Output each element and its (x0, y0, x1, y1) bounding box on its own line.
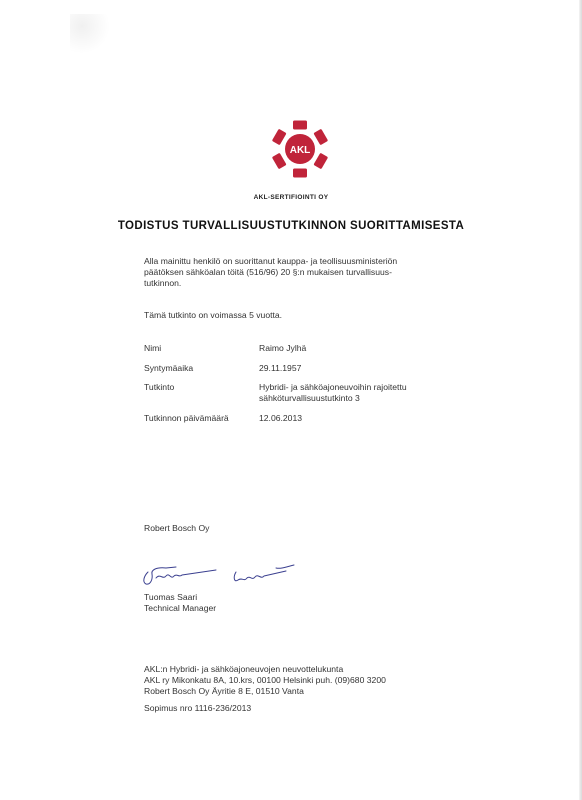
contract-number: Sopimus nro 1116-236/2013 (144, 703, 252, 713)
logo-petal (293, 121, 307, 130)
body-line: Alla mainittu henkilö on suorittanut kauppa- ja teollisuusministeriön (144, 256, 398, 266)
logo-caption: AKL-SERTIFIOINTI OY (253, 194, 329, 201)
certificate-title: TODISTUS TURVALLISUUSTUTKINNON SUORITTAMISESTA (117, 220, 465, 232)
akl-logo (255, 112, 345, 202)
exam-line: Hybridi- ja sähköajoneuvoihin rajoitettu (259, 382, 407, 392)
exam-line: sähköturvallisuustutkinto 3 (259, 393, 360, 403)
detail-label-birthdate: Syntymäaika (144, 363, 194, 373)
signer-title: Technical Manager (144, 603, 217, 613)
certificate-body (144, 256, 444, 289)
logo-petal (272, 153, 287, 170)
logo-petal (272, 129, 287, 146)
footer-line: Robert Bosch Oy Äyritie 8 E, 01510 Vanta (144, 686, 304, 696)
validity-statement: Tämä tutkinto on voimassa 5 vuotta. (144, 310, 283, 320)
detail-value-name: Raimo Jylhä (259, 343, 307, 353)
akl-logo-icon (255, 112, 345, 202)
detail-label-exam: Tutkinto (144, 382, 175, 392)
logo-petal (313, 153, 328, 170)
detail-value-exam (259, 382, 449, 404)
handwritten-signature (136, 558, 316, 592)
detail-value-birthdate: 29.11.1957 (259, 363, 302, 373)
detail-value-exam-date: 12.06.2013 (259, 413, 303, 423)
detail-label-name: Nimi (144, 343, 162, 353)
footer-line: AKL:n Hybridi- ja sähköajoneuvojen neuvottelukunta (144, 664, 344, 674)
footer-line: AKL ry Mikonkatu 8A, 10.krs, 00100 Helsinki puh. (09)680 3200 (144, 675, 386, 685)
signature-drawing (136, 558, 316, 592)
body-line: päätöksen sähköalan töitä (516/96) 20 §:n mukaisen turvallisuus- (144, 267, 392, 277)
logo-petal (313, 129, 328, 146)
detail-label-exam-date: Tutkinnon päivämäärä (144, 413, 229, 423)
logo-petal (293, 169, 307, 178)
body-line: tutkinnon. (144, 278, 182, 288)
logo-brand-text: AKL (289, 145, 311, 156)
scan-smudge (70, 14, 110, 54)
issuing-company: Robert Bosch Oy (144, 523, 210, 533)
signer-name: Tuomas Saari (144, 592, 198, 602)
